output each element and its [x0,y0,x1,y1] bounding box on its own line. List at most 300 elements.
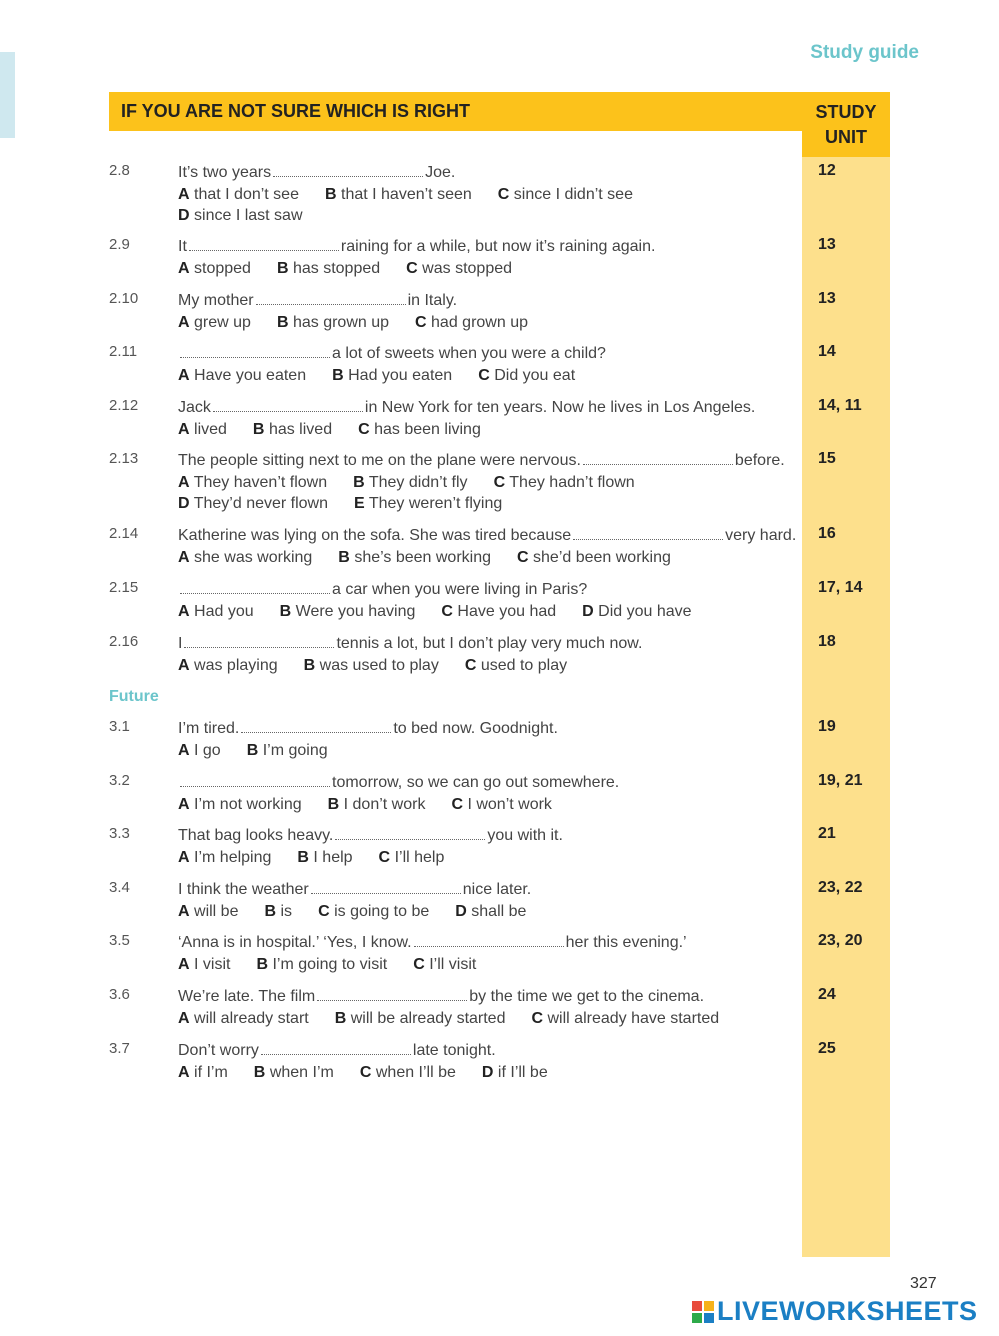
option-text: I’m going [262,741,328,759]
option-row [178,365,606,387]
answer-option[interactable] [406,260,512,277]
study-unit-ref: 23, 20 [818,932,863,949]
question-body [178,579,718,622]
question-sentence [178,450,785,472]
option-text: Have you eaten [194,366,307,384]
option-letter: B [256,955,269,973]
logo-icon [692,1301,714,1323]
answer-option[interactable] [441,603,556,620]
unit-column-heading [802,100,890,150]
option-text: was stopped [422,259,513,277]
option-letter: C [378,848,391,866]
answer-blank[interactable] [317,989,467,1001]
answer-option[interactable] [517,549,671,566]
option-text: I visit [194,955,231,973]
sentence-start: My mother [178,292,254,309]
question-sentence [178,772,619,794]
answer-option[interactable] [178,1010,309,1027]
question-number: 3.4 [109,879,130,896]
study-unit-ref: 19, 21 [818,772,863,789]
answer-blank[interactable] [180,346,330,358]
option-text: is going to be [334,902,430,920]
answer-blank[interactable] [573,528,723,540]
study-unit-ref: 16 [818,525,836,542]
option-row [178,419,755,441]
option-letter: D [582,602,594,620]
answer-option[interactable] [582,603,691,620]
question-sentence [178,579,718,601]
question-body [178,343,606,386]
sentence-start: We’re late. The film [178,988,316,1005]
option-letter: A [178,795,190,813]
answer-blank[interactable] [414,935,564,947]
option-text: that I don’t see [194,185,299,203]
answer-option[interactable] [353,474,467,491]
question-sentence [178,879,552,901]
option-text: since I didn’t see [513,185,633,203]
option-letter: B [327,795,340,813]
question-sentence [178,343,606,365]
answer-option[interactable] [178,549,312,566]
option-text: I’m helping [194,848,272,866]
logo-square-red [692,1301,702,1311]
option-row [178,847,563,869]
option-letter: A [178,366,190,384]
sentence-end: by the time we get to the cinema. [469,988,705,1005]
option-letter: B [276,313,289,331]
sentence-start: That bag looks heavy. [178,827,334,844]
option-row [178,740,558,762]
option-text: has grown up [292,313,390,331]
option-letter: B [303,656,316,674]
answer-option[interactable] [178,421,227,438]
option-text: shall be [471,902,527,920]
question-body [178,1040,574,1083]
option-row [178,1008,745,1030]
question-body [178,162,659,227]
question-number: 3.2 [109,772,130,789]
answer-option[interactable] [354,495,502,512]
option-text: They haven’t flown [193,473,328,491]
option-letter: C [497,185,510,203]
sentence-end: in Italy. [407,292,458,309]
answer-option[interactable] [379,849,445,866]
option-text: used to play [480,656,568,674]
sentence-start: Don’t worry [178,1042,259,1059]
option-text: if I’ll be [497,1063,548,1081]
option-row [178,184,659,206]
option-row [178,901,552,923]
option-text: Were you having [295,602,416,620]
option-letter: B [276,259,289,277]
sentence-start: I [178,635,183,652]
answer-option[interactable] [338,549,491,566]
study-unit-ref: 14 [818,343,836,360]
option-text: They weren’t flying [368,495,503,512]
sentence-start: It’s two years [178,164,272,181]
option-text: since I last saw [194,207,303,224]
option-text: Had you [194,602,254,620]
option-text: when I’m [269,1063,334,1081]
option-letter: B [252,420,265,438]
question-number: 2.11 [109,343,138,360]
option-text: lived [194,420,227,438]
sentence-end: to bed now. Goodnight. [393,720,558,737]
option-row [178,601,718,623]
option-letter: D [178,495,190,512]
option-text: she’d been working [533,548,671,566]
answer-option[interactable] [482,1064,548,1081]
option-text: she’s been working [354,548,491,566]
option-letter: C [441,602,453,620]
question-number: 2.15 [109,579,139,596]
option-text: she was working [194,548,313,566]
sentence-end: you with it. [487,827,563,844]
option-letter: B [332,366,344,384]
answer-option[interactable] [280,603,416,620]
question-body [178,236,655,279]
answer-option[interactable] [413,956,476,973]
option-text: They hadn’t flown [509,473,635,491]
option-letter: A [178,902,190,920]
sentence-end: a car when you were living in Paris? [332,581,588,598]
option-text: Did you eat [494,366,576,384]
answer-option[interactable] [178,956,230,973]
question-number: 2.14 [109,525,139,542]
option-letter: A [178,656,190,674]
answer-blank[interactable] [335,828,485,840]
option-letter: B [297,848,309,866]
sentence-end: her this evening.’ [565,934,687,951]
question-number: 3.6 [109,986,130,1003]
option-letter: B [334,1009,347,1027]
option-letter: C [517,548,529,566]
logo-square-blue [704,1313,714,1323]
answer-option[interactable] [358,421,481,438]
option-text: I’m not working [194,795,302,813]
question-body [178,450,785,515]
option-letter: A [178,1009,190,1027]
header-bar [109,92,890,131]
answer-option[interactable] [478,367,575,384]
answer-blank[interactable] [583,453,733,465]
option-letter: A [178,313,190,331]
option-letter: C [478,366,490,384]
answer-option[interactable] [178,186,299,203]
sentence-start: I’m tired. [178,720,240,737]
answer-blank[interactable] [180,775,330,787]
option-text: if I’m [194,1063,228,1081]
option-letter: A [178,1063,190,1081]
option-text: I don’t work [343,795,426,813]
sentence-end: nice later. [462,881,532,898]
question-body [178,290,554,333]
option-letter: D [178,207,190,224]
option-row [178,1062,574,1084]
sentence-start: I think the weather [178,881,309,898]
option-letter: A [178,473,190,491]
sentence-start: The people sitting next to me on the plane were nervous. [178,452,581,469]
answer-option[interactable] [531,1010,719,1027]
option-letter: C [318,902,330,920]
option-letter: B [324,185,337,203]
option-text: I’m going to visit [272,955,388,973]
sentence-end: raining for a while, but now it’s raining again. [340,238,656,255]
question-number: 3.3 [109,825,130,842]
answer-blank[interactable] [273,165,423,177]
option-text: was used to play [319,656,439,674]
question-sentence [178,932,687,954]
question-body [178,879,552,922]
option-letter: B [253,1063,266,1081]
option-letter: A [178,548,190,566]
question-sentence [178,236,655,258]
answer-option[interactable] [494,474,635,491]
sentence-end: very hard. [725,527,797,544]
answer-option[interactable] [178,495,328,512]
question-body [178,932,687,975]
sentence-end: before. [734,452,785,469]
question-sentence [178,986,745,1008]
answer-option[interactable] [256,956,387,973]
question-body [178,525,796,568]
answer-option[interactable] [178,314,251,331]
option-text: I won’t work [467,795,552,813]
sentence-end: in New York for ten years. Now he lives in Los Angeles. [364,399,756,416]
option-text: was playing [194,656,278,674]
question-number: 2.13 [109,450,139,467]
option-letter: B [338,548,350,566]
answer-option[interactable] [178,603,254,620]
question-body [178,825,563,868]
sentence-end: late tonight. [412,1042,496,1059]
question-sentence [178,633,642,655]
option-text: is [280,902,293,920]
option-letter: C [531,1009,544,1027]
option-text: Did you have [598,602,692,620]
logo-square-yellow [704,1301,714,1311]
answer-blank[interactable] [189,239,339,251]
option-row [178,547,796,569]
sentence-start: It [178,238,187,255]
option-letter: E [354,495,365,512]
option-letter: A [178,259,190,277]
study-unit-ref: 17, 14 [818,579,863,596]
question-sentence [178,825,563,847]
option-text: Had you eaten [348,366,453,384]
option-letter: C [415,313,427,331]
sentence-end: tennis a lot, but I don’t play very much now. [336,635,643,652]
answer-option[interactable] [253,421,332,438]
answer-option[interactable] [178,849,271,866]
question-sentence [178,162,659,184]
sentence-start: ‘Anna is in hospital.’ ‘Yes, I know. [178,934,412,951]
answer-option[interactable] [415,314,528,331]
answer-blank[interactable] [184,636,334,648]
question-body [178,718,558,761]
answer-option[interactable] [178,796,302,813]
option-row [178,493,785,515]
study-unit-ref: 18 [818,633,836,650]
option-letter: A [178,420,190,438]
option-text: will already start [194,1009,309,1027]
option-letter: A [178,741,190,759]
answer-option[interactable] [498,186,633,203]
option-row [178,258,655,280]
option-text: will be already started [350,1009,506,1027]
question-sentence [178,397,755,419]
option-row [178,655,642,677]
sentence-start: Katherine was lying on the sofa. She was tired because [178,527,572,544]
answer-option[interactable] [360,1064,456,1081]
unit-column [802,157,890,1257]
page-number: 327 [910,1275,937,1292]
option-letter: C [493,473,506,491]
option-letter: C [451,795,463,813]
answer-option[interactable] [178,207,303,224]
answer-option[interactable] [178,1064,228,1081]
study-unit-ref: 23, 22 [818,879,863,896]
option-letter: C [406,259,418,277]
answer-blank[interactable] [261,1043,411,1055]
answer-option[interactable] [304,657,439,674]
answer-option[interactable] [247,742,328,759]
answer-option[interactable] [277,314,389,331]
study-unit-ref: 25 [818,1040,836,1057]
answer-option[interactable] [178,367,306,384]
answer-blank[interactable] [311,882,461,894]
option-text: when I’ll be [375,1063,456,1081]
question-body [178,772,619,815]
unit-heading-line2: UNIT [825,127,867,147]
question-sentence [178,290,554,312]
question-number: 3.5 [109,932,130,949]
option-text: has stopped [292,259,381,277]
option-letter: C [359,1063,372,1081]
option-letter: B [353,473,365,491]
option-text: I’ll visit [429,955,477,973]
option-letter: C [464,656,477,674]
answer-option[interactable] [332,367,452,384]
option-row [178,954,687,976]
option-letter: C [413,955,425,973]
option-text: has been living [374,420,481,438]
answer-option[interactable] [465,657,567,674]
option-text: grew up [194,313,251,331]
option-text: Have you had [457,602,557,620]
sentence-start: Jack [178,399,211,416]
answer-option[interactable] [451,796,551,813]
question-number: 2.12 [109,397,139,414]
option-letter: A [178,955,190,973]
answer-option[interactable] [178,260,251,277]
answer-blank[interactable] [241,721,391,733]
option-row [178,472,785,494]
study-unit-ref: 14, 11 [818,397,862,414]
section-heading-future: Future [109,688,159,705]
study-unit-ref: 15 [818,450,836,467]
answer-option[interactable] [277,260,380,277]
option-letter: B [279,602,292,620]
question-body [178,633,642,676]
question-body [178,986,745,1029]
option-text: had grown up [431,313,528,331]
study-unit-ref: 13 [818,290,836,307]
question-number: 2.8 [109,162,130,179]
question-sentence [178,1040,574,1062]
answer-option[interactable] [264,903,292,920]
option-letter: A [178,848,190,866]
option-row [178,794,619,816]
study-unit-ref: 21 [818,825,836,842]
answer-option[interactable] [297,849,352,866]
sentence-end: tomorrow, so we can go out somewhere. [332,774,620,791]
question-number: 3.7 [109,1040,130,1057]
option-letter: A [178,185,190,203]
question-number: 2.10 [109,290,139,307]
answer-option[interactable] [178,657,278,674]
option-text: I’ll help [394,848,445,866]
study-unit-ref: 13 [818,236,836,253]
option-letter: A [178,602,190,620]
answer-blank[interactable] [213,400,363,412]
answer-option[interactable] [325,186,472,203]
option-text: They’d never flown [193,495,329,512]
option-row [178,205,659,227]
page-title: IF YOU ARE NOT SURE WHICH IS RIGHT [121,101,471,121]
answer-option[interactable] [178,474,327,491]
option-letter: B [246,741,259,759]
logo-text: LIVEWORKSHEETS [717,1296,978,1326]
answer-blank[interactable] [180,582,330,594]
unit-heading-line1: STUDY [815,102,877,122]
option-text: I help [313,848,353,866]
option-letter: B [264,902,277,920]
option-row [178,312,554,334]
option-text: stopped [194,259,251,277]
question-number: 2.9 [109,236,130,253]
answer-option[interactable] [254,1064,334,1081]
answer-option[interactable] [328,796,426,813]
study-unit-ref: 12 [818,162,836,179]
study-unit-ref: 19 [818,718,836,735]
answer-option[interactable] [455,903,526,920]
answer-option[interactable] [178,742,221,759]
option-text: They didn’t fly [368,473,468,491]
option-letter: D [455,902,467,920]
option-text: I go [194,741,221,759]
section-label: Study guide [810,42,919,63]
question-number: 3.1 [109,718,130,735]
option-letter: C [358,420,370,438]
side-tab-marker [0,52,15,138]
option-text: has lived [268,420,333,438]
question-body [178,397,755,440]
answer-blank[interactable] [256,293,406,305]
answer-option[interactable] [178,903,238,920]
option-text: will be [194,902,239,920]
question-sentence [178,718,558,740]
logo-square-green [692,1313,702,1323]
answer-option[interactable] [335,1010,506,1027]
sentence-end: a lot of sweets when you were a child? [332,345,606,362]
study-unit-ref: 24 [818,986,836,1003]
question-number: 2.16 [109,633,139,650]
answer-option[interactable] [318,903,429,920]
sentence-end: Joe. [425,164,456,181]
option-letter: D [481,1063,494,1081]
liveworksheets-logo [692,1296,978,1327]
